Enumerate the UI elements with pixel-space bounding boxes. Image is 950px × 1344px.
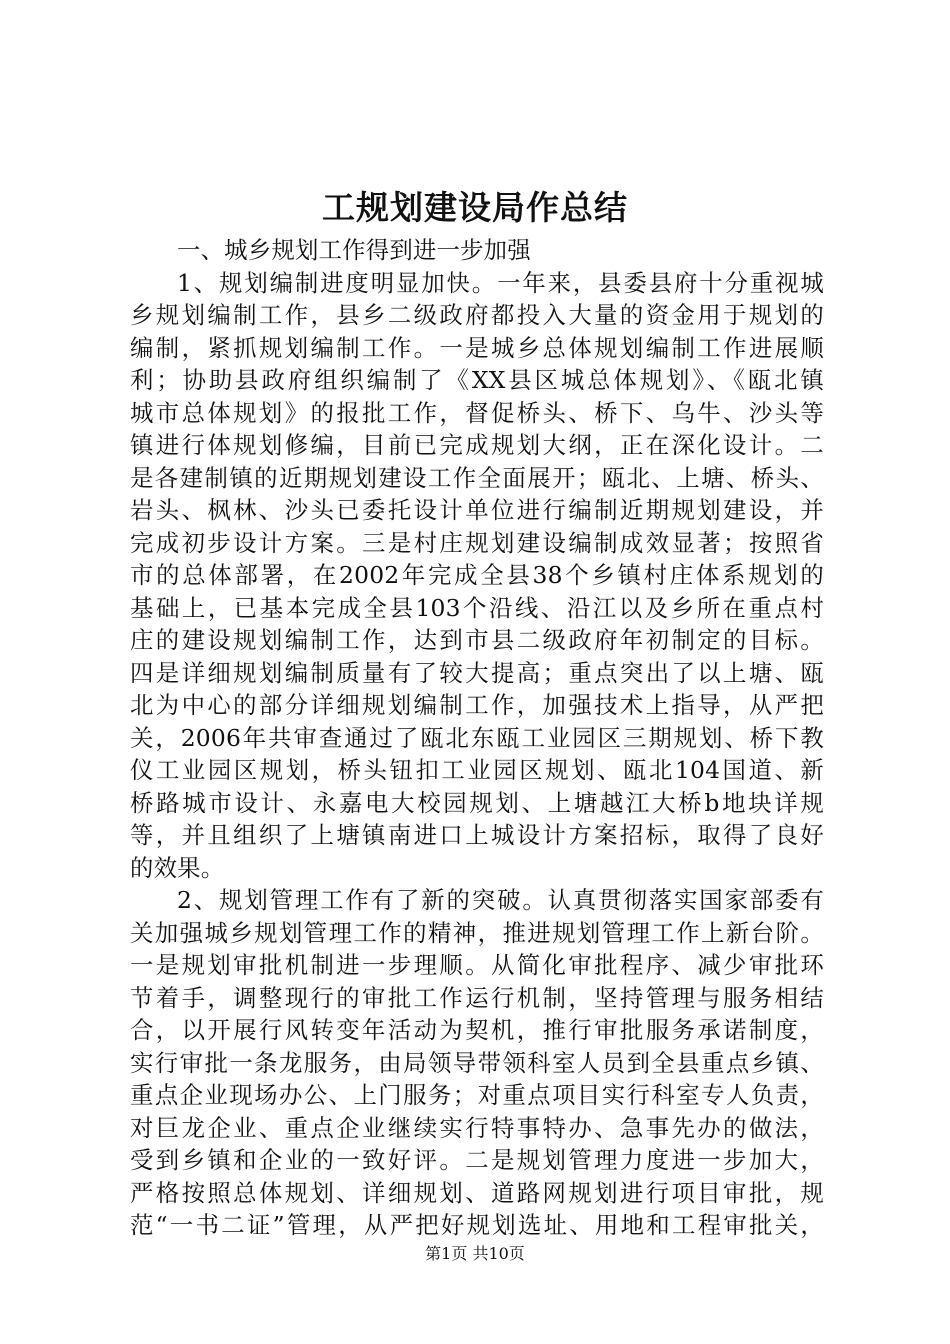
text-line: 四是详细规划编制质量有了较大提高；重点突出了以上塘、瓯 <box>130 658 824 687</box>
text-line: 严格按照总体规划、详细规划、道路网规划进行项目审批，规 <box>130 1178 824 1207</box>
text-line: 合，以开展行风转变年活动为契机，推行审批服务承诺制度， <box>130 1016 824 1044</box>
text-line: 关加强城乡规划管理工作的精神，推进规划管理工作上新台阶。 <box>130 918 824 947</box>
text-line: 对巨龙企业、重点企业继续实行特事特办、急事先办的做法， <box>130 1113 824 1142</box>
text-line: 仪工业园区规划，桥头钮扣工业园区规划、瓯北104国道、新 <box>130 756 824 784</box>
text-line: 完成初步设计方案。三是村庄规划建设编制成效显著；按照省 <box>130 528 824 557</box>
text-line: 市的总体部署，在2002年完成全县38个乡镇村庄体系规划的 <box>130 561 824 589</box>
text-line: 实行审批一条龙服务，由局领导带领科室人员到全县重点乡镇、 <box>130 1048 824 1077</box>
document-body <box>130 234 824 1242</box>
text-line: 一是规划审批机制进一步理顺。从简化审批程序、减少审批环 <box>130 951 824 979</box>
text-line: 等，并且组织了上塘镇南进口上城设计方案招标，取得了良好 <box>130 821 824 849</box>
text-line: 基础上，已基本完成全县103个沿线、沿江以及乡所在重点村 <box>130 593 824 622</box>
text-line: 重点企业现场办公、上门服务；对重点项目实行科室专人负责， <box>130 1081 824 1109</box>
text-line: 庄的建设规划编制工作，达到市县二级政府年初制定的目标。 <box>130 626 824 654</box>
text-line: 节着手，调整现行的审批工作运行机制，坚持管理与服务相结 <box>130 983 824 1012</box>
text-line: 范“一书二证”管理，从严把好规划选址、用地和工程审批关， <box>130 1211 824 1239</box>
text-line: 一、城乡规划工作得到进一步加强 <box>177 236 531 264</box>
text-line: 乡规划编制工作，县乡二级政府都投入大量的资金用于规划的 <box>130 301 824 329</box>
text-line: 是各建制镇的近期规划建设工作全面展开；瓯北、上塘、桥头、 <box>130 463 824 492</box>
text-line: 镇进行体规划修编，目前已完成规划大纲，正在深化设计。二 <box>130 431 824 459</box>
text-line: 岩头、枫林、沙头已委托设计单位进行编制近期规划建设，并 <box>130 496 824 524</box>
page-footer: 第1页 共10页 <box>425 1244 525 1263</box>
text-line: 桥路城市设计、永嘉电大校园规划、上塘越江大桥b地块详规 <box>130 788 824 817</box>
document-title: 工规划建设局作总结 <box>322 188 628 227</box>
text-line: 1、规划编制进度明显加快。一年来，县委县府十分重视城 <box>177 268 824 297</box>
text-line: 关，2006年共审查通过了瓯北东瓯工业园区三期规划、桥下教 <box>130 723 824 752</box>
text-line: 北为中心的部分详细规划编制工作，加强技术上指导，从严把 <box>130 691 824 719</box>
text-line: 受到乡镇和企业的一致好评。二是规划管理力度进一步加大， <box>130 1146 824 1174</box>
text-line: 城市总体规划》的报批工作，督促桥头、桥下、乌牛、沙头等 <box>130 398 824 427</box>
text-line: 2、规划管理工作有了新的突破。认真贯彻落实国家部委有 <box>177 886 824 914</box>
text-line: 利；协助县政府组织编制了《XX县区城总体规划》、《瓯北镇 <box>130 366 824 394</box>
text-line: 的效果。 <box>130 853 225 882</box>
text-line: 编制，紧抓规划编制工作。一是城乡总体规划编制工作进展顺 <box>130 333 824 362</box>
